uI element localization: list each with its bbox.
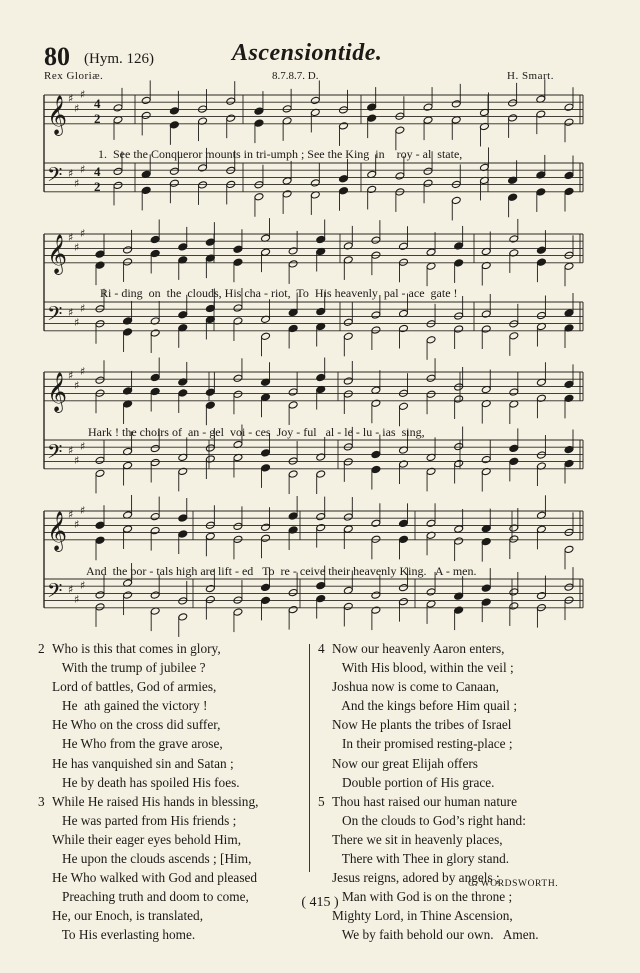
note-head: [316, 523, 326, 531]
note-head: [536, 171, 546, 179]
note-head: [150, 249, 160, 257]
note-head: [150, 458, 160, 466]
note-head: [536, 591, 546, 599]
sharp-sign: ♯: [80, 88, 86, 101]
note-head: [316, 470, 326, 478]
note-head: [310, 96, 320, 104]
note-head: [95, 456, 105, 464]
verse-text: And the kings before Him quail ;: [332, 698, 518, 714]
note-head: [123, 591, 133, 599]
note-head: [367, 103, 377, 111]
note-head: [509, 332, 519, 340]
note-head: [536, 311, 546, 319]
note-head: [141, 186, 151, 194]
note-head: [454, 525, 464, 533]
verse-text: Who is this that comes in glory,: [52, 641, 221, 656]
note-head: [509, 388, 519, 396]
bass-clef: 𝄢: [47, 440, 63, 468]
note-head: [399, 324, 409, 332]
sharp-sign: ♯: [74, 241, 80, 254]
note-head: [564, 459, 574, 467]
note-head: [564, 262, 574, 270]
verse-text: Double portion of His grace.: [332, 774, 495, 790]
sharp-sign: ♯: [74, 454, 80, 467]
note-head: [395, 172, 405, 180]
verse-text: In their promised resting-place ;: [332, 736, 513, 752]
sharp-sign: ♯: [80, 504, 86, 517]
note-head: [150, 444, 160, 452]
page-number: ( 415 ): [301, 895, 339, 910]
verse-line: [318, 792, 539, 811]
note-head: [205, 532, 215, 540]
author-credit: C. WORDSWORTH.: [468, 879, 559, 889]
note-head: [282, 105, 292, 113]
note-head: [288, 260, 298, 268]
note-head: [150, 512, 160, 520]
note-head: [123, 246, 133, 254]
note-head: [339, 175, 349, 183]
note-head: [508, 99, 518, 107]
sharp-sign: ♯: [80, 579, 86, 592]
note-head: [371, 606, 381, 614]
verse-text: He upon the clouds ascends ; [Him,: [52, 851, 252, 867]
note-head: [371, 465, 381, 473]
note-head: [371, 450, 381, 458]
verse-number: 5: [318, 793, 325, 809]
verse-line: [38, 830, 258, 849]
hymn-reference: (Hym. 126): [84, 51, 154, 67]
sharp-sign: ♯: [68, 92, 74, 105]
note-head: [123, 328, 133, 336]
note-head: [426, 519, 436, 527]
verse-line: [318, 849, 539, 868]
note-head: [343, 525, 353, 533]
note-head: [426, 374, 436, 382]
note-head: [95, 250, 105, 258]
time-signature: 4: [94, 164, 101, 179]
note-head: [316, 594, 326, 602]
note-head: [536, 451, 546, 459]
note-head: [399, 258, 409, 266]
verse-text: To His everlasting home.: [52, 927, 196, 943]
note-head: [564, 118, 574, 126]
note-head: [426, 336, 436, 344]
note-head: [454, 383, 464, 391]
note-head: [399, 402, 409, 410]
verse-text: He, our Enoch, is translated,: [52, 908, 204, 924]
sharp-sign: ♯: [80, 163, 86, 176]
note-head: [288, 324, 298, 332]
note-head: [454, 606, 464, 614]
note-head: [113, 181, 123, 189]
note-head: [371, 399, 381, 407]
note-head: [282, 177, 292, 185]
note-head: [509, 602, 519, 610]
note-head: [371, 236, 381, 244]
verse-line: [38, 734, 258, 753]
hymn-title: Ascensiontide.: [232, 40, 383, 66]
note-head: [150, 373, 160, 381]
note-head: [481, 310, 491, 318]
note-head: [367, 114, 377, 122]
note-head: [178, 311, 188, 319]
note-head: [564, 583, 574, 591]
verse-text: On the clouds to God’s right hand:: [332, 812, 526, 828]
note-head: [178, 530, 188, 538]
lyric-line-2: Ri - ding on the clouds, His cha - riot, To His heavenly pal - ace gate !: [100, 286, 458, 300]
note-head: [113, 104, 123, 112]
note-head: [288, 388, 298, 396]
verse-line: [38, 639, 258, 658]
note-head: [95, 603, 105, 611]
note-head: [451, 100, 461, 108]
note-head: [454, 537, 464, 545]
note-head: [316, 512, 326, 520]
note-head: [261, 523, 271, 531]
note-head: [399, 583, 409, 591]
note-head: [564, 445, 574, 453]
note-head: [481, 598, 491, 606]
note-head: [509, 457, 519, 465]
note-head: [509, 588, 519, 596]
note-head: [95, 521, 105, 529]
treble-clef: 𝄞: [47, 372, 68, 412]
note-head: [509, 444, 519, 452]
treble-clef: 𝄞: [47, 511, 68, 551]
note-head: [316, 373, 326, 381]
verse-line: [318, 734, 539, 753]
note-head: [343, 377, 353, 385]
verse-text: Preaching truth and doom to come,: [52, 889, 249, 905]
treble-clef: 𝄞: [47, 95, 68, 135]
note-head: [261, 332, 271, 340]
note-head: [95, 261, 105, 269]
meter: 8.7.8.7. D.: [272, 70, 319, 82]
treble-clef: 𝄞: [47, 234, 68, 274]
verse-text: Thou hast raised our human nature: [332, 793, 517, 809]
note-head: [454, 459, 464, 467]
bass-clef: 𝄢: [47, 579, 63, 607]
note-head: [371, 386, 381, 394]
note-head: [399, 597, 409, 605]
note-head: [343, 513, 353, 521]
note-head: [426, 390, 436, 398]
note-head: [481, 584, 491, 592]
note-head: [371, 311, 381, 319]
note-head: [261, 596, 271, 604]
verse-line: [318, 677, 539, 696]
note-head: [261, 534, 271, 542]
verse-line: [318, 773, 539, 792]
note-head: [536, 246, 546, 254]
note-head: [371, 519, 381, 527]
note-head: [508, 193, 518, 201]
note-head: [454, 259, 464, 267]
note-head: [316, 307, 326, 315]
note-head: [509, 235, 519, 243]
note-head: [564, 103, 574, 111]
note-head: [316, 581, 326, 589]
verse-text: While He raised His hands in blessing,: [52, 793, 259, 809]
sharp-sign: ♯: [68, 583, 74, 596]
sharp-sign: ♯: [68, 369, 74, 382]
note-head: [233, 608, 243, 616]
verse-text: He was parted from His friends ;: [52, 812, 237, 828]
note-head: [423, 167, 433, 175]
verse-line: [318, 658, 539, 677]
note-head: [399, 242, 409, 250]
verse-text: He Who from the grave arose,: [52, 736, 223, 752]
note-head: [233, 596, 243, 604]
note-head: [536, 188, 546, 196]
note-head: [454, 395, 464, 403]
sharp-sign: ♯: [80, 302, 86, 315]
note-head: [233, 390, 243, 398]
note-head: [288, 588, 298, 596]
note-head: [254, 107, 264, 115]
verse-text: While their eager eyes behold Him,: [52, 831, 242, 847]
verse-line: [318, 811, 539, 830]
sharp-sign: ♯: [68, 508, 74, 521]
verse-text: He Who on the cross did suffer,: [52, 717, 221, 733]
verse-line: [318, 696, 539, 715]
note-head: [233, 245, 243, 253]
note-head: [169, 121, 179, 129]
note-head: [282, 190, 292, 198]
verse-line: [38, 868, 258, 887]
verse-line: [38, 849, 258, 868]
note-head: [233, 522, 243, 530]
note-head: [339, 122, 349, 130]
note-head: [288, 605, 298, 613]
note-head: [564, 187, 574, 195]
note-head: [233, 374, 243, 382]
verse-text: Now He plants the tribes of Israel: [332, 717, 512, 733]
note-head: [95, 376, 105, 384]
note-head: [233, 304, 243, 312]
note-head: [426, 248, 436, 256]
note-head: [150, 387, 160, 395]
lyric-line-1: 1. See the Conqueror mounts in tri-umph ; See the King in roy - al state,: [98, 147, 463, 161]
verse-line: [38, 925, 258, 944]
sharp-sign: ♯: [74, 316, 80, 329]
verse-line: [38, 715, 258, 734]
note-head: [481, 325, 491, 333]
verse-line: [318, 715, 539, 734]
note-head: [178, 514, 188, 522]
sharp-sign: ♯: [80, 440, 86, 453]
verse-text: With His blood, within the veil ;: [332, 660, 514, 676]
verse-text: Now our great Elijah offers: [332, 755, 478, 771]
note-head: [254, 119, 264, 127]
sharp-sign: ♯: [80, 365, 86, 378]
note-head: [141, 96, 151, 104]
note-head: [399, 460, 409, 468]
verse-text: Man with God is on the throne ;: [332, 889, 513, 905]
note-head: [343, 602, 353, 610]
note-head: [564, 545, 574, 553]
verse-line: [38, 658, 258, 677]
time-signature: 2: [94, 111, 101, 126]
column-divider: [309, 644, 310, 872]
verse-line: [38, 773, 258, 792]
note-head: [226, 97, 236, 105]
note-head: [233, 258, 243, 266]
note-head: [288, 457, 298, 465]
note-head: [371, 326, 381, 334]
hymn-number: 80: [44, 42, 70, 71]
verse-text: He has vanquished sin and Satan ;: [52, 755, 234, 771]
sharp-sign: ♯: [74, 379, 80, 392]
note-head: [261, 449, 271, 457]
note-head: [226, 114, 236, 122]
note-head: [261, 393, 271, 401]
note-head: [141, 111, 151, 119]
note-head: [316, 235, 326, 243]
note-head: [205, 595, 215, 603]
verse-line: [38, 754, 258, 773]
note-head: [399, 535, 409, 543]
verse-line: [38, 677, 258, 696]
verse-number: 3: [38, 793, 45, 809]
sharp-sign: ♯: [74, 177, 80, 190]
note-head: [339, 187, 349, 195]
verse-text: Joshua now is come to Canaan,: [332, 679, 499, 695]
time-signature: 4: [94, 96, 101, 111]
note-head: [395, 126, 405, 134]
note-head: [169, 107, 179, 115]
lyric-line-4: And the por - tals high are lift - ed To re - ceive their heavenly King. A - men.: [86, 564, 477, 578]
note-head: [95, 536, 105, 544]
verse-text: He Who walked with God and pleased: [52, 870, 258, 886]
note-head: [481, 537, 491, 545]
sharp-sign: ♯: [80, 227, 86, 240]
note-head: [150, 329, 160, 337]
note-head: [178, 243, 188, 251]
sharp-sign: ♯: [68, 444, 74, 457]
sharp-sign: ♯: [74, 102, 80, 115]
verse-text: There with Thee in glory stand.: [332, 851, 510, 867]
verse-number: 4: [318, 641, 325, 656]
note-head: [454, 325, 464, 333]
sharp-sign: ♯: [68, 167, 74, 180]
note-head: [205, 388, 215, 396]
note-head: [113, 167, 123, 175]
note-head: [205, 444, 215, 452]
verse-line: [318, 639, 539, 658]
sharp-sign: ♯: [68, 231, 74, 244]
note-head: [343, 332, 353, 340]
note-head: [423, 179, 433, 187]
note-head: [426, 262, 436, 270]
lyric-line-3: Hark ! the choirs of an - gel voi - ces Joy - ful al - le - lu - ias sing,: [88, 425, 425, 439]
note-head: [343, 318, 353, 326]
note-head: [123, 525, 133, 533]
note-head: [123, 258, 133, 266]
verse-line: [38, 811, 258, 830]
note-head: [423, 116, 433, 124]
verse-text: Jesus reigns, adored by angels ;: [332, 870, 500, 886]
note-head: [454, 442, 464, 450]
note-head: [169, 167, 179, 175]
verse-text: We by faith behold our own. Amen.: [332, 927, 539, 943]
note-head: [426, 588, 436, 596]
verse-text: He by death has spoiled His foes.: [52, 774, 240, 790]
sharp-sign: ♯: [74, 593, 80, 606]
note-head: [95, 469, 105, 477]
note-head: [205, 584, 215, 592]
bass-clef: 𝄢: [47, 302, 63, 330]
note-head: [564, 596, 574, 604]
note-head: [423, 103, 433, 111]
note-head: [371, 591, 381, 599]
note-head: [451, 196, 461, 204]
composer: H. Smart.: [507, 70, 554, 82]
verse-text: There we sit in heavenly places,: [332, 831, 503, 847]
note-head: [288, 512, 298, 520]
verse-text: Mighty Lord, in Thine Ascension,: [332, 908, 513, 924]
note-head: [310, 179, 320, 187]
note-head: [564, 309, 574, 317]
note-head: [371, 535, 381, 543]
note-head: [288, 401, 298, 409]
note-head: [178, 389, 188, 397]
note-head: [367, 185, 377, 193]
note-head: [509, 535, 519, 543]
verse-line: [318, 830, 539, 849]
sharp-sign: ♯: [74, 518, 80, 531]
note-head: [205, 401, 215, 409]
note-head: [399, 519, 409, 527]
verse-text: With the trump of jubilee ?: [52, 660, 206, 676]
verse-text: Lord of battles, God of armies,: [52, 679, 217, 695]
note-head: [536, 258, 546, 266]
note-head: [564, 171, 574, 179]
bass-clef: 𝄢: [47, 163, 63, 191]
verse-line: [38, 696, 258, 715]
note-head: [508, 114, 518, 122]
verse-line: [318, 754, 539, 773]
note-head: [150, 591, 160, 599]
verse-number: 2: [38, 641, 45, 656]
note-head: [150, 526, 160, 534]
note-head: [261, 583, 271, 591]
note-head: [564, 380, 574, 388]
verse-text: Now our heavenly Aaron enters,: [332, 641, 505, 656]
note-head: [169, 179, 179, 187]
note-head: [288, 470, 298, 478]
note-head: [233, 535, 243, 543]
note-head: [95, 591, 105, 599]
tune-name: Rex Gloriæ.: [44, 70, 104, 82]
note-head: [261, 464, 271, 472]
note-head: [339, 106, 349, 114]
verse-text: He ath gained the victory !: [52, 698, 208, 714]
verse-line: [38, 792, 258, 811]
verse-line: [318, 925, 539, 944]
note-head: [198, 164, 208, 172]
sharp-sign: ♯: [68, 306, 74, 319]
note-head: [481, 455, 491, 463]
note-head: [261, 248, 271, 256]
note-head: [150, 235, 160, 243]
time-signature: 2: [94, 179, 101, 194]
note-head: [178, 613, 188, 621]
note-head: [254, 193, 264, 201]
